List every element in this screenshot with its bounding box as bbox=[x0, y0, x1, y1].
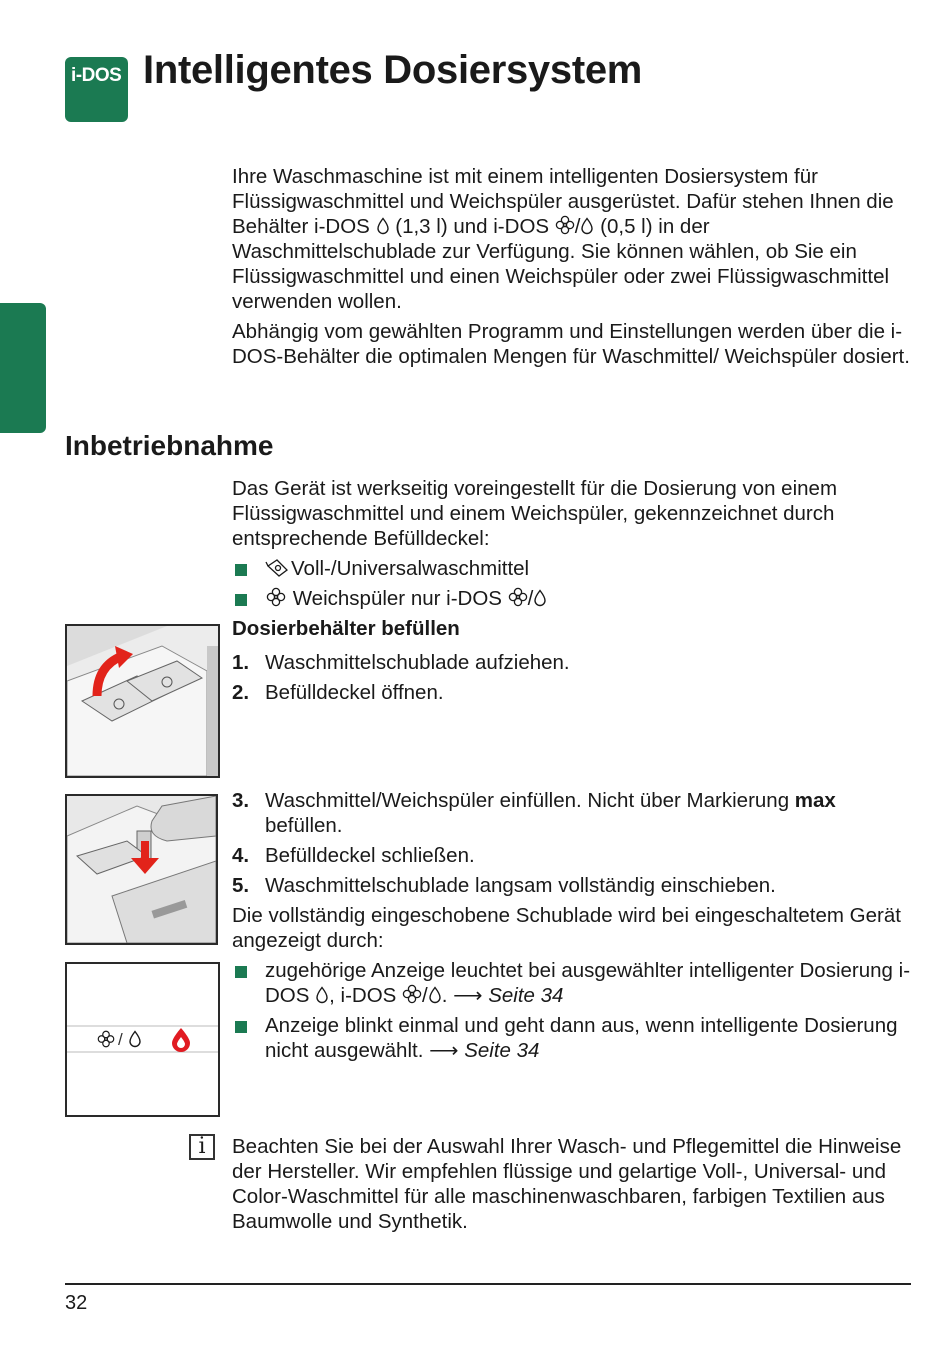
subheading-fill: Dosierbehälter befüllen bbox=[232, 617, 460, 640]
info-icon: i bbox=[189, 1134, 215, 1160]
drop-icon bbox=[580, 217, 594, 235]
idos-badge-label: i-DOS bbox=[71, 65, 122, 86]
drop-icon bbox=[315, 986, 329, 1004]
intro-paragraph-2: Abhängig vom gewählten Programm und Einstellungen werden über die i-DOS-Behälter die optimalen Mengen für Waschmittel/ Weichspüler dosiert. bbox=[232, 320, 910, 368]
page-title: Intelligentes Dosiersystem bbox=[143, 48, 643, 92]
footer-divider bbox=[65, 1283, 911, 1285]
filling-illustration bbox=[67, 796, 216, 943]
figure-indicator-panel bbox=[65, 962, 220, 1117]
detergent-icon bbox=[265, 557, 291, 577]
step-4: 4. Befülldeckel schließen. bbox=[232, 844, 475, 867]
indicator-bullet-2: Anzeige blinkt einmal und geht dann aus, wenn intelligente Dosierung nicht ausgewählt. ⟶ Seite 34 bbox=[232, 1013, 912, 1063]
flower-icon bbox=[508, 587, 528, 607]
step-2: 2. Befülldeckel öffnen. bbox=[232, 681, 444, 704]
figure-filling bbox=[65, 794, 218, 945]
page-ref-link[interactable]: Seite 34 bbox=[464, 1039, 540, 1062]
flower-icon bbox=[402, 984, 422, 1004]
svg-text:/: / bbox=[118, 1030, 123, 1049]
page-number: 32 bbox=[65, 1292, 88, 1314]
setup-paragraph-1: Das Gerät ist werkseitig voreingestellt für die Dosierung von einem Flüssigwaschmittel und einem Weichspüler, gekennzeichnet durch entsprechende Befülldeckel: bbox=[232, 477, 838, 550]
intro-section bbox=[232, 164, 912, 369]
setup-paragraph-2: Die vollständig eingeschobene Schublade wird bei eingeschaltetem Gerät angezeigt durch: bbox=[232, 904, 901, 952]
note-section bbox=[232, 1134, 912, 1234]
intro-paragraph-1: Ihre Waschmaschine ist mit einem intelligenten Dosiersystem für Flüssigwaschmittel und Weichspüler ausgerüstet. Dafür stehen Ihnen die Behälter i-DOS (1,3 l) und i-DOS / (0,5 l) in der Waschmittelschublade zur Verfügung. Sie können wählen, ob Sie ein Flüssigwaschmittel und einen Weichspüler oder zwei Flüssigwaschmittel verwenden wollen. bbox=[232, 165, 894, 313]
steps-continued bbox=[232, 788, 912, 1063]
drawer-illustration bbox=[67, 626, 218, 776]
step-5: 5. Waschmittelschublade langsam vollständig einschieben. bbox=[232, 874, 776, 897]
flower-icon bbox=[555, 215, 575, 235]
bullet-softener: Weichspüler nur i-DOS / bbox=[232, 586, 912, 611]
bullet-detergent: Voll-/Universalwaschmittel bbox=[232, 556, 912, 581]
drop-icon bbox=[533, 589, 547, 607]
flower-icon bbox=[265, 587, 287, 607]
setup-section bbox=[232, 476, 912, 705]
figure-drawer-open bbox=[65, 624, 220, 778]
drop-icon bbox=[376, 217, 390, 235]
idos-badge bbox=[65, 57, 128, 122]
step-3: 3. Waschmittel/Weichspüler einfüllen. Nicht über Markierung max befüllen. bbox=[232, 789, 836, 837]
indicator-illustration bbox=[67, 964, 218, 1115]
step-1: 1. Waschmittelschublade aufziehen. bbox=[232, 651, 570, 674]
drop-icon bbox=[428, 986, 442, 1004]
note-text: Beachten Sie bei der Auswahl Ihrer Wasch- und Pflegemittel die Hinweise der Hersteller. Wir empfehlen flüssige und gelartige Voll-, Universal- und Color-Waschmittel für alle maschinenwaschbaren, farbigen Textilien aus Baumwolle und Synthetik. bbox=[232, 1135, 902, 1233]
chapter-tab bbox=[0, 303, 46, 433]
section-title: Inbetriebnahme bbox=[65, 430, 274, 461]
page-ref-link[interactable]: Seite 34 bbox=[488, 984, 564, 1007]
indicator-bullet-1: zugehörige Anzeige leuchtet bei ausgewählter intelligenter Dosierung i-DOS , i-DOS / . ⟶ Seite 34 bbox=[232, 958, 912, 1008]
